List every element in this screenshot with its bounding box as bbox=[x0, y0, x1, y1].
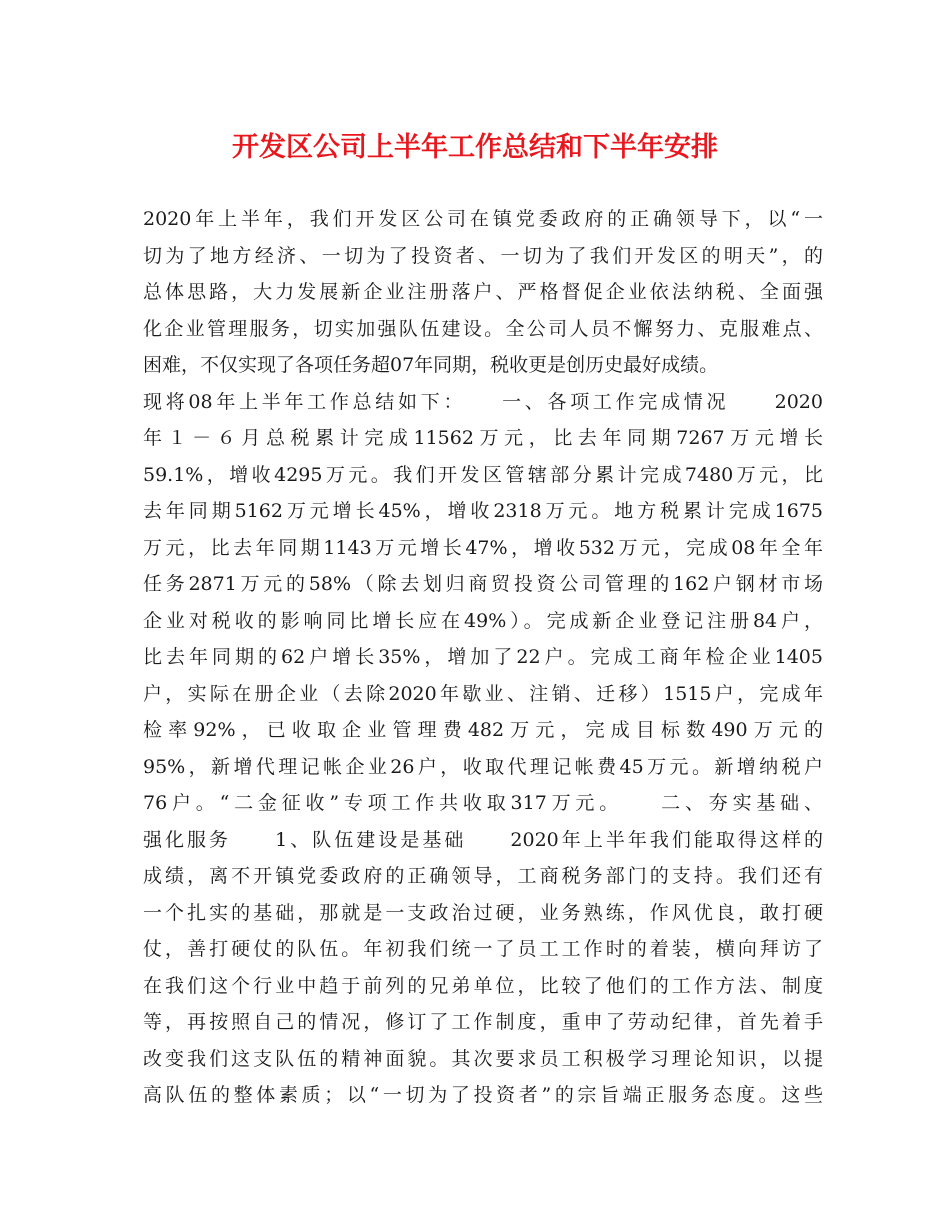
body-line: 成绩，离不开镇党委政府的正确领导，工商税务部门的支持。我们还有 bbox=[143, 865, 823, 887]
body-line: 总体思路，大力发展新企业注册落户、严格督促企业依法纳税、全面强 bbox=[143, 281, 823, 303]
body-line: 困难，不仅实现了各项任务超07年同期，税收更是创历史最好成绩。 bbox=[143, 354, 719, 376]
body-line: 等，再按照自己的情况，修订了工作制度，重申了劳动纪律，首先着手 bbox=[143, 1011, 823, 1033]
body-line: 任务2871万元的58%（除去划归商贸投资公司管理的162户钢材市场 bbox=[143, 573, 823, 595]
body-line: 95%，新增代理记帐企业26户，收取代理记帐费45万元。新增纳税户 bbox=[143, 755, 823, 778]
body-line: 高队伍的整体素质；以“一切为了投资者”的宗旨端正服务态度。这些 bbox=[143, 1084, 823, 1106]
document-body bbox=[143, 201, 823, 1114]
body-line: 切为了地方经济、一切为了投资者、一切为了我们开发区的明天”，的 bbox=[143, 244, 823, 267]
body-line: 一个扎实的基础，那就是一支政治过硬，业务熟练，作风优良，敢打硬 bbox=[143, 901, 823, 924]
body-line: 仗，善打硬仗的队伍。年初我们统一了员工工作时的着装，横向拜访了 bbox=[143, 938, 823, 960]
body-line: 万元，比去年同期1143万元增长47%，增收532万元，完成08年全年 bbox=[143, 536, 823, 559]
document-title: 开发区公司上半年工作总结和下半年安排 bbox=[232, 132, 718, 163]
body-line: 强化服务 1、队伍建设是基础 2020年上半年我们能取得这样的 bbox=[143, 828, 823, 851]
body-line: 年１－６月总税累计完成11562万元，比去年同期7267万元增长 bbox=[143, 427, 823, 449]
body-line: 76户。“二金征收”专项工作共收取317万元。 二、夯实基础、 bbox=[143, 792, 823, 814]
body-line: 2020年上半年，我们开发区公司在镇党委政府的正确领导下，以“一 bbox=[143, 208, 823, 230]
body-line: 户，实际在册企业（去除2020年歇业、注销、迁移）1515户，完成年 bbox=[143, 682, 823, 705]
body-line: 在我们这个行业中趋于前列的兄弟单位，比较了他们的工作方法、制度 bbox=[143, 974, 823, 997]
body-line: 现将08年上半年工作总结如下： 一、各项工作完成情况 2020 bbox=[143, 390, 823, 413]
body-line: 59.1%，增收4295万元。我们开发区管辖部分累计完成7480万元，比 bbox=[143, 463, 823, 486]
body-line: 去年同期5162万元增长45%，增收2318万元。地方税累计完成1675 bbox=[143, 500, 823, 522]
body-line: 比去年同期的62户增长35%，增加了22户。完成工商年检企业1405 bbox=[143, 646, 823, 668]
body-line: 企业对税收的影响同比增长应在49%）。完成新企业登记注册84户， bbox=[143, 609, 823, 632]
body-line: 化企业管理服务，切实加强队伍建设。全公司人员不懈努力、克服难点、 bbox=[143, 317, 823, 340]
body-line: 改变我们这支队伍的精神面貌。其次要求员工积极学习理论知识，以提 bbox=[143, 1047, 823, 1070]
body-line: 检率92%，已收取企业管理费482万元，完成目标数490万元的 bbox=[143, 719, 823, 741]
